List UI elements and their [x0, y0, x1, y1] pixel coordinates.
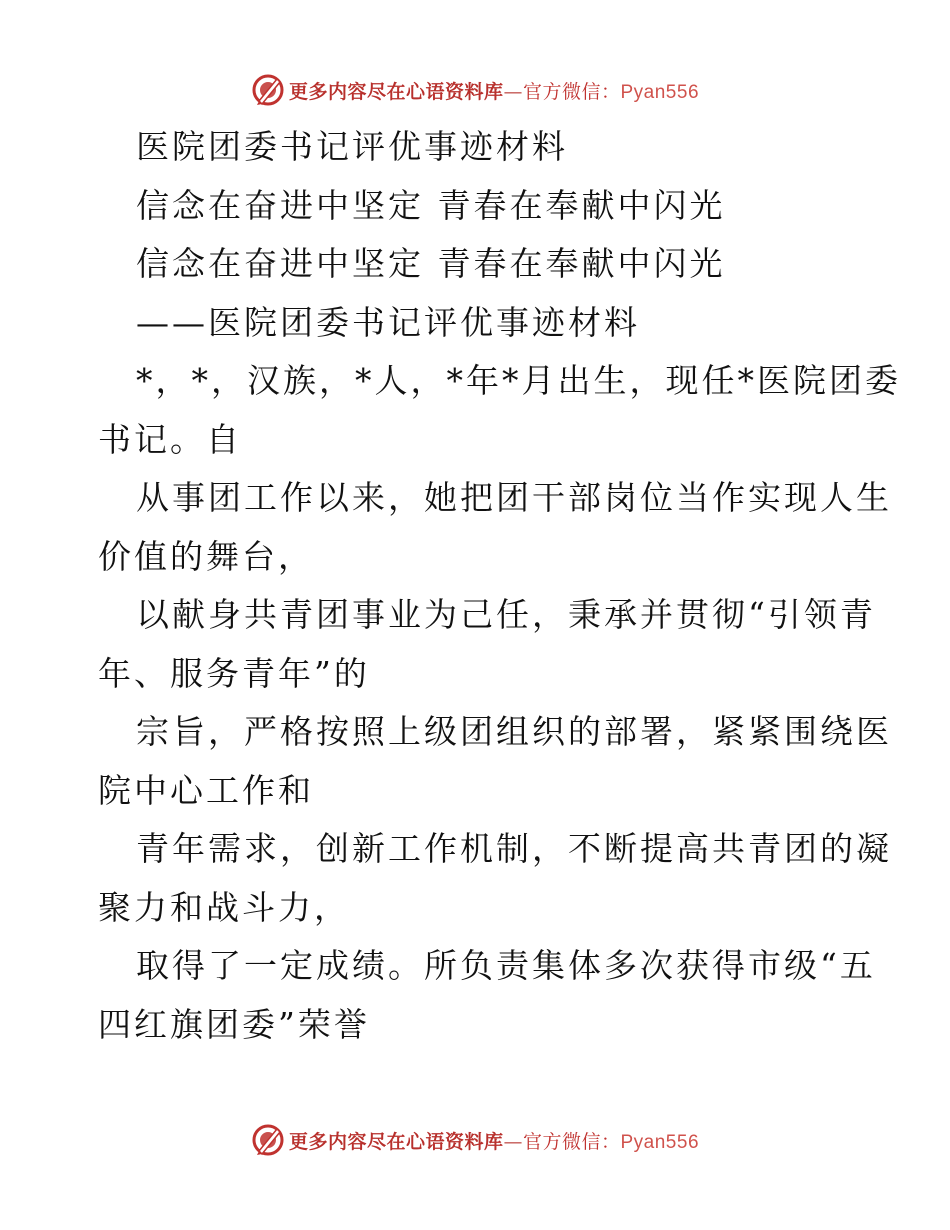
paragraph-line: *，*，汉族，*人，*年*月出生，现任*医院团委 — [136, 361, 901, 400]
watermark-main-text: 更多内容尽在心语资料库 — [288, 1130, 504, 1153]
doc-subtitle: 信念在奋进中坚定 青春在奉献中闪光 — [136, 185, 726, 225]
pen-seal-logo-icon — [251, 73, 285, 107]
paragraph-line: 年、服务青年”的 — [98, 653, 370, 693]
watermark-wechat-label: 官方微信： — [522, 1130, 621, 1153]
paragraph-line: 聚力和战斗力， — [98, 887, 350, 927]
pen-seal-logo-icon — [251, 1123, 285, 1157]
paragraph-line: 青年需求，创新工作机制，不断提高共青团的凝 — [136, 829, 892, 868]
watermark-wechat-id: Pyan556 — [620, 81, 700, 103]
paragraph-line: 院中心工作和 — [98, 770, 314, 810]
watermark-text — [289, 77, 699, 104]
paragraph-line: 取得了一定成绩。所负责集体多次获得市级“五 — [136, 946, 876, 985]
footer-watermark — [0, 1120, 950, 1160]
document-body — [0, 118, 950, 1054]
watermark-main-text: 更多内容尽在心语资料库 — [288, 80, 504, 103]
paragraph-line: 价值的舞台， — [98, 536, 314, 576]
paragraph-line: 宗旨，严格按照上级团组织的部署，紧紧围绕医 — [136, 712, 892, 751]
paragraph-line: 从事团工作以来，她把团干部岗位当作实现人生 — [136, 478, 892, 517]
doc-title: 医院团委书记评优事迹材料 — [136, 127, 568, 166]
watermark-text — [289, 1127, 699, 1154]
watermark-wechat-label: 官方微信： — [522, 80, 621, 103]
watermark-separator: — — [503, 80, 523, 103]
watermark-wechat-id: Pyan556 — [620, 1131, 700, 1153]
header-watermark — [0, 70, 950, 110]
doc-subtitle-repeat: 信念在奋进中坚定 青春在奉献中闪光 — [136, 244, 726, 283]
doc-subtitle-dash: ——医院团委书记评优事迹材料 — [136, 302, 640, 342]
paragraph-line: 以献身共青团事业为己任，秉承并贯彻“引领青 — [136, 595, 876, 634]
paragraph-line: 书记。自 — [98, 419, 242, 459]
watermark-separator: — — [503, 1130, 523, 1153]
paragraph-line: 四红旗团委”荣誉 — [98, 1004, 370, 1044]
